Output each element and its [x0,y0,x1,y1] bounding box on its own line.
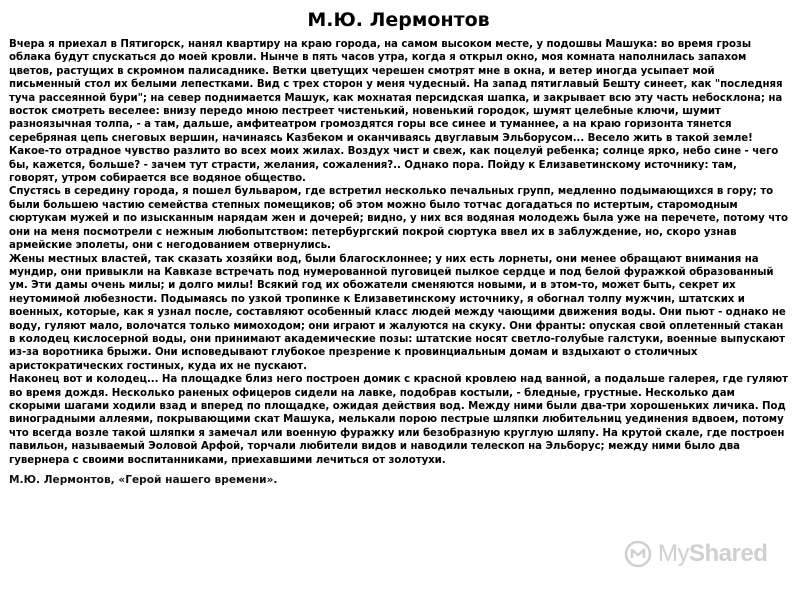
watermark-text: MyShared [658,540,768,567]
paragraph: Спустясь в середину города, я пошел бульваром, где встретил несколько печальных групп, медленно подымающихся в гору; то были большею частию семейства степных помещиков; об этом можно было тотчас догадаться по истертым, старомодным сюртукам мужей и по изысканным нарядам жен и дочерей; видно, у них вся водяная молодежь была уже на перечете, потому что они на меня посмотрели с нежным любопытством: петербургский покрой сюртука ввел их в заблуждение, но, скоро узнав армейские эполеты, они с негодованием отвернулись. [9,186,788,252]
paragraph: Жены местных властей, так сказать хозяйки вод, были благосклоннее; у них есть лорнеты, они менее обращают внимания на мундир, они привыкли на Кавказе встречать под нумерованной пуговицей пылкое сердце и под белой фуражкой образованный ум. Эти дамы очень милы; и долго милы! Всякий год их обожатели сменяются новыми, и в этом-то, может быть, секрет их неутомимой любезности. Подымаясь по узкой тропинке к Елизаветинскому источнику, я обогнал толпу мужчин, штатских и военных, которые, как я узнал после, составляют особенный класс людей между чающими движения воды. Они пьют - однако не воду, гуляют мало, волочатся только мимоходом; они играют и жалуются на скуку. Они франты: опуская свой оплетенный стакан в колодец кислосерной воды, они принимают академические позы: штатские носят светло-голубые галстуки, военные выпускают из-за воротника брыжи. Они исповедывают глубокое презрение к провинциальным домам и вздыхают о столичных аристократических гостиных, куда их не пускают. [9,253,786,372]
myshared-logo-icon [624,540,652,568]
text-body [9,38,788,467]
paragraph: Наконец вот и колодец... На площадке близ него построен домик с красной кровлею над ванной, а подальше галерея, где гуляют во время дождя. Несколько раненых офицеров сидели на лавке, подобрав костыли, - бледные, грустные. Несколько дам скорыми шагами ходили взад и вперед по площадке, ожидая действия вод. Между ними были два-три хорошеньких личика. Под виноградными аллеями, покрывающими скат Машука, мелькали порою пестрые шляпки любительниц уединения вдвоем, потому что всегда возле такой шляпки я замечал или военную фуражку или безобразную круглую шляпу. На крутой скале, где построен павильон, называемый Эоловой Арфой, торчали любители видов и наводили телескоп на Эльборус; между ними было два гувернера с своими воспитанниками, приехавшими лечиться от золотухи. [9,374,788,466]
page-title: М.Ю. Лермонтов [307,9,490,31]
citation: М.Ю. Лермонтов, «Герой нашего времени». [9,474,278,486]
watermark [624,534,774,574]
paragraph: Вчера я приехал в Пятигорск, нанял квартиру на краю города, на самом высоком месте, у подошвы Машука: во время грозы облака будут спускаться до моей кровли. Нынче в пять часов утра, когда я открыл окно, моя комната наполнилась запахом цветов, растущих в скромном палисаднике. Ветки цветущих черешен смотрят мне в окна, и ветер иногда усыпает мой письменный стол их белыми лепестками. Вид с трех сторон у меня чудесный. На запад пятиглавый Бешту синеет, как "последняя туча рассеянной бури"; на север поднимается Машук, как мохнатая персидская шапка, и закрывает всю эту часть небосклона; на восток смотреть веселее: внизу передо мною пестреет чистенький, новенький городок, шумят целебные ключи, шумит разноязычная толпа, - а там, дальше, амфитеатром громоздятся горы все синее и туманнее, а на краю горизонта тянется серебряная цепь снеговых вершин, начинаясь Казбеком и оканчиваясь двуглавым Эльборусом... Весело жить в такой земле! Какое-то отрадное чувство разлито во всех моих жилах. Воздух чист и свеж, как поцелуй ребенка; солнце ярко, небо сине - чего бы, кажется, больше? - зачем тут страсти, желания, сожаления?.. Однако пора. Пойду к Елизаветинскому источнику: там, говорят, утром собирается все водяное общество. [9,39,783,185]
